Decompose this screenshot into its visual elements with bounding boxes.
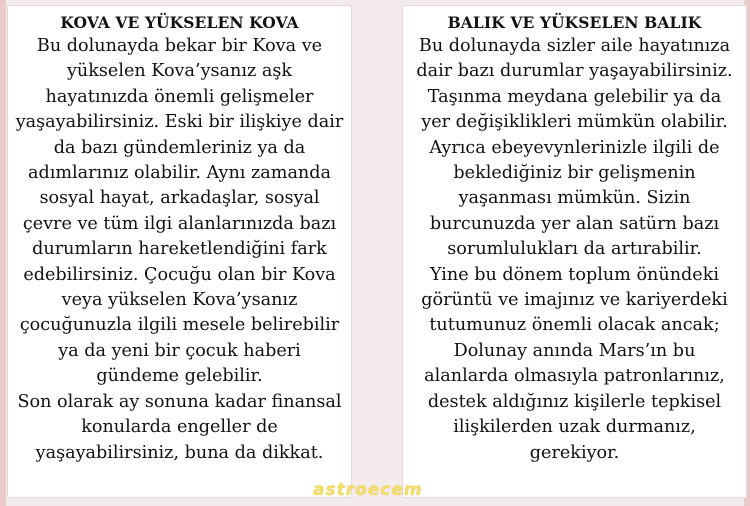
balik-line: dair bazı durumlar yaşayabilirsiniz. — [416, 61, 733, 82]
balik-line: burcunuzda yer alan satürn bazı — [429, 213, 720, 234]
kova-line: yaşayabilirsiniz. Eski bir ilişkiye dair — [15, 112, 344, 133]
balik-line: tutumunuz önemli olacak ancak; — [429, 315, 720, 336]
kova-text — [8, 34, 351, 466]
kova-line: ya da yeni bir çocuk haberi — [58, 340, 301, 361]
kova-column — [7, 5, 352, 498]
kova-line: durumların hareketlendiğini fark — [32, 239, 327, 260]
kova-line: konularda engeller de — [81, 417, 278, 438]
balik-line: Bu dolunayda sizler aile hayatınıza — [418, 36, 731, 56]
balik-column — [402, 5, 747, 498]
left-edge-stripe — [0, 0, 6, 506]
kova-line: da bazı gündemleriniz ya da — [53, 137, 306, 158]
kova-line: veya yükselen Kova’ysanız — [61, 290, 298, 311]
balik-line: alanlarda olmasıyla patronlarınız, — [424, 366, 725, 387]
balik-title: BALIK VE YÜKSELEN BALIK — [447, 13, 702, 32]
balik-line: Ayrıca ebeyevynlerinizle ilgili de — [429, 137, 720, 158]
balik-line: yer değişiklikleri mümkün olabilir. — [421, 112, 728, 133]
kova-line: çevre ve tüm ilgi alanlarınızda bazı — [22, 213, 337, 234]
balik-text — [403, 34, 746, 466]
kova-line: hayatınızda önemli gelişmeler — [45, 86, 314, 107]
balik-line: Yine bu dönem toplum önündeki — [429, 264, 720, 285]
kova-line: gündeme gelebilir. — [96, 366, 263, 387]
kova-line: adımlarınız olabilir. Aynı zamanda — [27, 163, 332, 184]
kova-line: yükselen Kova’ysanız aşk — [66, 61, 293, 82]
balik-line: destek aldığınız kişilerle tepkisel — [427, 391, 722, 412]
balik-line: gerekiyor. — [529, 442, 620, 463]
kova-title: KOVA VE YÜKSELEN KOVA — [60, 13, 299, 32]
kova-line: Son olarak ay sonuna kadar finansal — [17, 391, 342, 412]
kova-line: yaşayabilirsiniz, buna da dikkat. — [35, 442, 324, 463]
balik-line: yaşanması mümkün. Sizin — [458, 188, 691, 209]
balik-line: sorumlulukları da artırabilir. — [447, 239, 702, 260]
kova-line: sosyal hayat, arkadaşlar, sosyal — [39, 188, 320, 209]
balik-line: beklediğiniz bir gelişmenin — [453, 163, 696, 184]
kova-line: çocuğunuzla ilgili mesele belirebilir — [19, 315, 340, 336]
watermark: astroecem — [313, 480, 423, 500]
kova-line: Bu dolunayda bekar bir Kova ve — [36, 36, 323, 56]
balik-line: görüntü ve imajınız ve kariyerdeki — [421, 290, 728, 311]
balik-line: Taşınma meydana gelebilir ya da — [427, 86, 722, 107]
balik-line: Dolunay anında Mars’ın bu — [453, 340, 696, 361]
kova-line: edebilirsiniz. Çocuğu olan bir Kova — [23, 264, 336, 285]
balik-line: ilişkilerden uzak durmanız, — [453, 417, 696, 438]
